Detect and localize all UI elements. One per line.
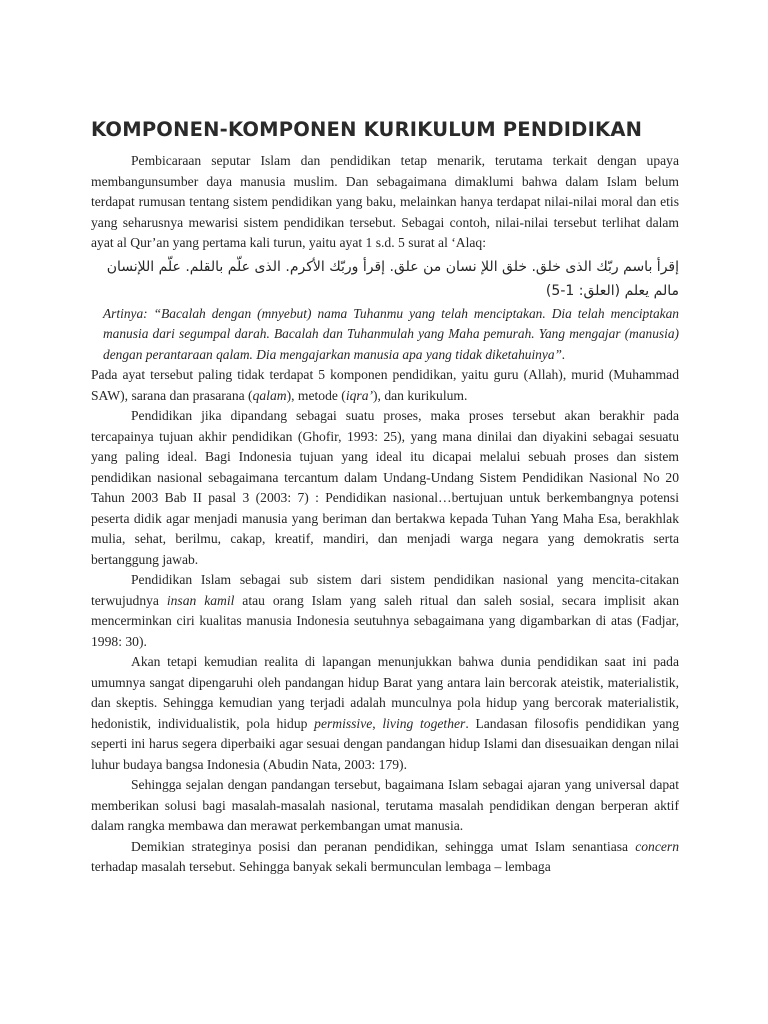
paragraph-islamic-education [91, 570, 679, 652]
term-iqra: iqra’ [345, 387, 374, 403]
page-title: KOMPONEN-KOMPONEN KURIKULUM PENDIDIKAN [91, 118, 643, 141]
text-run: terhadap masalah tersebut. Sehingga banyak sekali bermunculan lembaga – lembaga [91, 859, 551, 874]
text-run: Pendidikan Islam sebagai sub sistem dari sistem pendidikan nasional yang mencita-citakan terwujudnya [91, 572, 679, 608]
text-run: Demikian strateginya posisi dan peranan pendidikan, sehingga umat Islam senantiasa [131, 838, 636, 854]
paragraph-reality [91, 652, 679, 775]
paragraph-universal: Sehingga sejalan dengan pandangan tersebut, bagaimana Islam sebagai ajaran yang universal dapat memberikan solusi bagi masalah-masalah nasional, terutama masalah pendidikan dengan berperan aktif dalam rangka membawa dan merawat perkembangan umat manusia. [91, 777, 679, 833]
text-run: ), metode ( [286, 387, 346, 403]
paragraph-strategic [91, 837, 679, 878]
paragraph-process: Pendidikan jika dipandang sebagai suatu proses, maka proses tersebut akan berakhir pada tercapainya tujuan akhir pendidikan (Ghofir, 1993: 25), yang mana dinilai dan diyakini sebagai sesuatu yang paling ideal. Bagi Indonesia tujuan yang ideal itu dicapai melalui sebuah proses dan sistem pendidikan nasional sebagaimana tercantum dalam Undang-Undang Sistem Pendidikan Nasional No 20 Tahun 2003 Bab II pasal 3 (2003: 7) : Pendidikan nasional…bertujuan untuk berkembangnya potensi peserta didik agar menjadi manusia yang beriman dan bertakwa kepada Tuhan Yang Maha Esa, berakhlak mulia, sehat, berilmu, cakap, kreatif, mandiri, dan menjadi warga negara yang demokratis serta bertanggung jawab. [91, 408, 679, 567]
document-body [91, 151, 679, 878]
verse-translation: Artinya: “Bacalah dengan (mnyebut) nama Tuhanmu yang telah menciptakan. Dia telah menciptakan manusia dari segumpal darah. Bacalah dan Tuhanmulah yang Maha pemurah. Yang mengajar (manusia) dengan perantaraan qalam. Dia mengajarkan manusia apa yang tidak diketahuinya”. [103, 305, 679, 362]
paragraph-intro: Pembicaraan seputar Islam dan pendidikan tetap menarik, terutama terkait dengan upaya membangunsumber daya manusia muslim. Dan sebagaimana dimaklumi bahwa dalam Islam belum terdapat rumusan tentang sistem pendidikan yang baku, melainkan hanya terdapat nilai-nilai moral dan etis yang seharusnya mewarisi sistem pendidikan tersebut. Sebagai contoh, nilai-nilai tersebut terlihat dalam ayat al Qur’an yang pertama kali turun, yaitu ayat 1 s.d. 5 surat al ‘Alaq: [91, 153, 679, 250]
arabic-verse: إقرأ باسم ربّك الذى خلق. خلق اللإ نسان من علق. إقرأ وربّك الأكرم. الذى علّم بالقلم. علّم اللإنسان مالم يعلم (العلق: 1-5) [106, 258, 679, 299]
term-concern: concern [635, 838, 679, 854]
text-run: Akan tetapi kemudian realita di lapangan menunjukkan bahwa dunia pendidikan saat ini pada umumnya sangat dipengaruhi oleh pandangan hidup Barat yang antara lain bercorak ateistik, materialistik, dan skeptis. Sehingga kemudian yang terjadi adalah munculnya pola hidup yang bercorak materialistik, hedonistik, individualistik, pola hidup [91, 654, 679, 731]
term-qalam: qalam [252, 387, 287, 403]
text-run: ), dan kurikulum. [373, 387, 468, 403]
term-living-together: living together [382, 715, 466, 731]
text-run: Pada ayat tersebut paling tidak terdapat 5 komponen pendidikan, yaitu guru (Allah), murid (Muhammad SAW), sarana dan prasarana ( [91, 367, 679, 403]
term-permissive: permissive [314, 715, 373, 731]
text-run: , [372, 715, 383, 731]
text-run: atau orang Islam yang saleh ritual dan saleh sosial, secara implisit akan mencerminkan ciri kualitas manusia Indonesia seutuhnya sebagaimana yang digambarkan di atas (Fadjar, 1998: 30). [91, 592, 679, 649]
term-insan-kamil: insan kamil [166, 592, 235, 608]
paragraph-components [91, 365, 679, 406]
text-run: . Landasan filosofis pendidikan yang seperti ini harus segera diperbaiki agar sesuai dengan pandangan hidup Islami dan disesuaikan dengan nilai luhur budaya bangsa Indonesia (Abudin Nata, 2003: 179). [91, 715, 679, 772]
